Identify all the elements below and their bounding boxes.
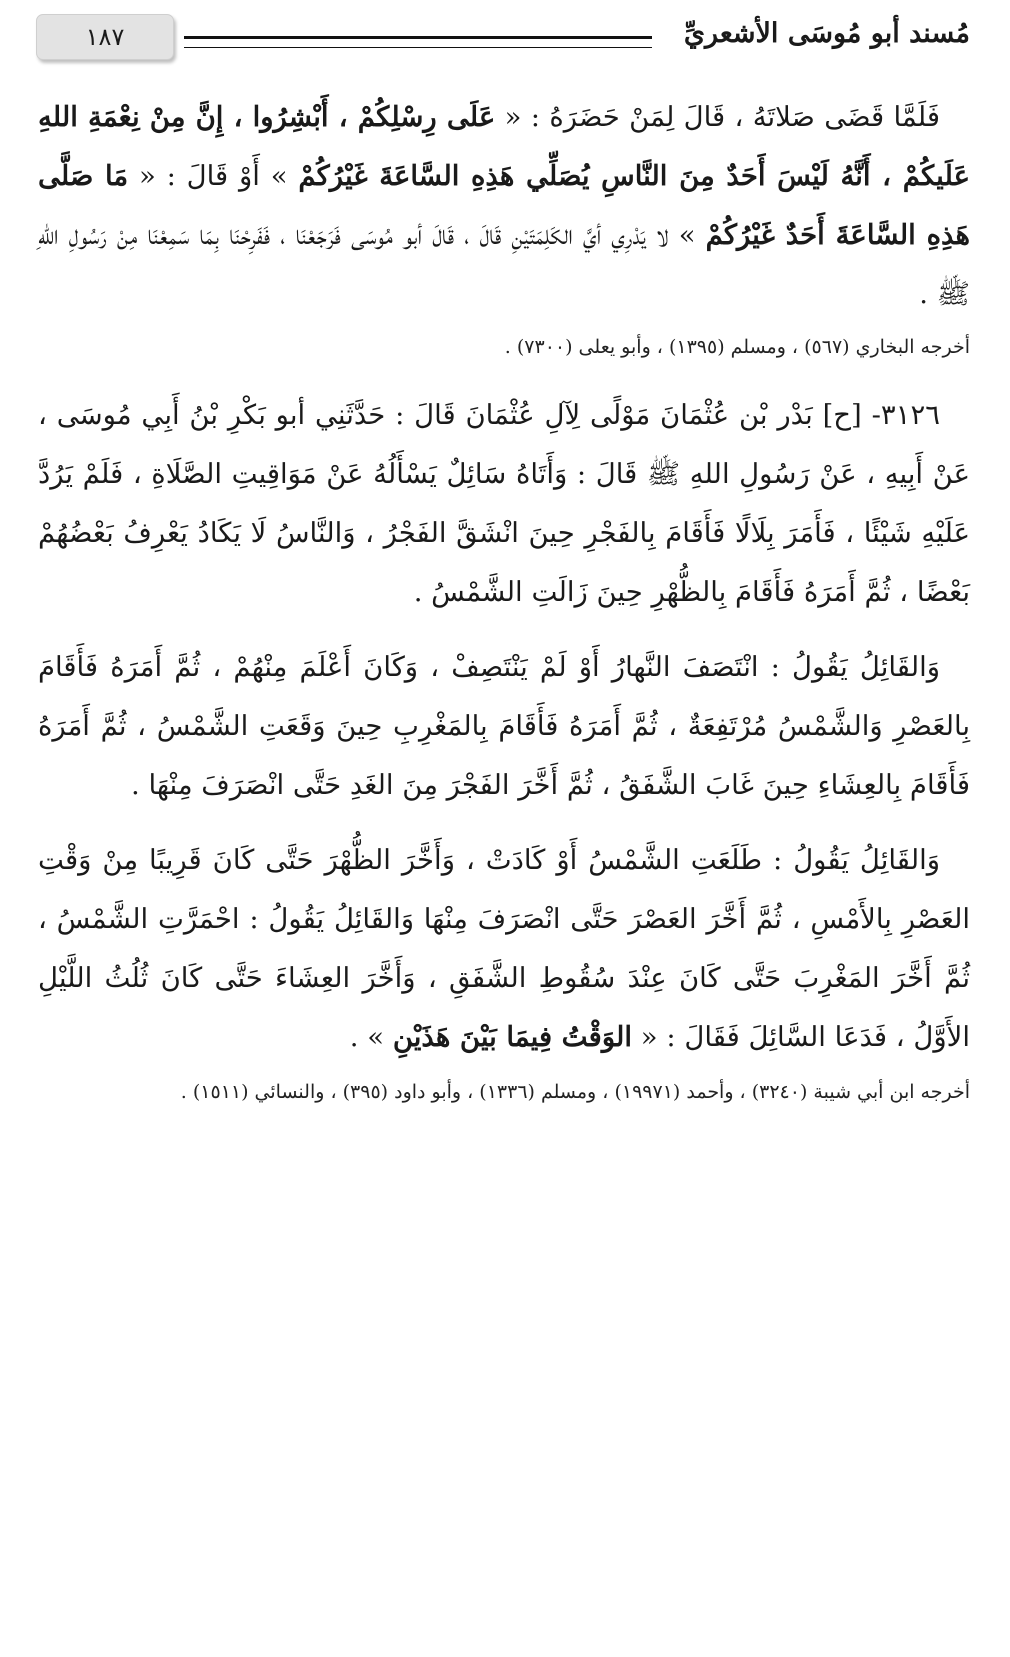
paragraph-1-text-a: فَلَمَّا قَضَى صَلاتَهُ ، قَالَ لِمَنْ حَضَرَهُ : « [495, 101, 940, 133]
paragraph-1 [38, 88, 970, 324]
footnote-1: أخرجه البخاري (٥٦٧) ، ومسلم (١٣٩٥) ، وأبو يعلى (٧٣٠٠) . [504, 336, 970, 358]
page-content [38, 88, 970, 1111]
paragraph-4-text-a: وَالقَائِلُ يَقُولُ : طَلَعَتِ الشَّمْسُ أَوْ كَادَتْ ، وَأَخَّرَ الظُّهْرَ حَتَّى كَانَ قَرِيبًا مِنْ وَقْتِ العَصْرِ بِالأَمْسِ ، ثُمَّ أَخَّرَ العَصْرَ حَتَّى انْصَرَفَ مِنْهَا وَالقَائِلُ يَقُولُ : احْمَرَّتِ الشَّمْسُ ، ثُمَّ أَخَّرَ المَغْرِبَ حَتَّى كَانَ عِنْدَ سُقُوطِ الشَّفَقِ ، وَأَخَّرَ العِشَاءَ حَتَّى كَانَ ثُلُثُ اللَّيْلِ الأَوَّلُ ، فَدَعَا السَّائِلَ فَقَالَ : « [38, 844, 970, 1053]
paragraph-1-text-c: » لا يَدْرِي أيَّ الكَلِمَتَيْنِ قَالَ ، قَالَ أبو مُوسَى فَرَجَعْنَا ، فَفَرِحْنَا بِمَا سَمِعْنَا مِنْ رَسُولِ اللهِ ﷺ . [38, 219, 970, 310]
paragraph-4 [38, 831, 970, 1067]
paragraph-1-text-b: » أَوْ قَالَ : « [128, 160, 299, 192]
page-header [36, 14, 970, 60]
paragraph-4-hadith-quote: الوَقْتُ فِيمَا بَيْنَ هَذَيْنِ [392, 1021, 633, 1053]
running-title: مُسند أبو مُوسَى الأشعريِّ [683, 18, 970, 49]
paragraph-1-hadith-quote-a: عَلَى رِسْلِكُمْ ، أَبْشِرُوا ، إِنَّ مِنْ نِعْمَةِ اللهِ عَلَيكُمْ ، أَنَّهُ لَيْسَ أَحَدٌ مِنَ النَّاسِ يُصَلِّي هَذِهِ السَّاعَةَ غَيْرُكُمْ [38, 101, 970, 192]
page-number: ١٨٧ [36, 14, 174, 60]
paragraph-3: وَالقَائِلُ يَقُولُ : انْتَصَفَ النَّهارُ أَوْ لَمْ يَنْتَصِفْ ، وَكَانَ أَعْلَمَ مِنْهُمْ ، ثُمَّ أَمَرَهُ فَأَقَامَ بِالعَصْرِ وَالشَّمْسُ مُرْتَفِعَةٌ ، ثُمَّ أَمَرَهُ فَأَقَامَ بِالمَغْرِبِ حِينَ وَقَعَتِ الشَّمْسُ ، ثُمَّ أَمَرَهُ فَأَقَامَ بِالعِشَاءِ حِينَ غَابَ الشَّفَقُ ، ثُمَّ أَخَّرَ الفَجْرَ مِنَ الغَدِ حَتَّى انْصَرَفَ مِنْهَا . [38, 651, 970, 801]
paragraph-1-hadith-quote-b: مَا صَلَّى هَذِهِ السَّاعَةَ أَحَدٌ غَيْرُكُمْ [38, 160, 970, 251]
header-rule [184, 36, 652, 48]
paragraph-4-text-b: » . [349, 1021, 393, 1053]
paragraph-2: ٣١٢٦- [ح] بَدْر بْن عُثْمَانَ مَوْلًى لِآلِ عُثْمَانَ قَالَ : حَدَّثَنِي أبو بَكْرِ بْنُ أَبِي مُوسَى ، عَنْ أَبِيهِ ، عَنْ رَسُولِ اللهِ ﷺ قَالَ : وَأَتَاهُ سَائِلٌ يَسْأَلُهُ عَنْ مَوَاقِيتِ الصَّلَاةِ ، فَلَمْ يَرُدَّ عَلَيْهِ شَيْئًا ، فَأَمَرَ بِلَالًا فَأَقَامَ بِالفَجْرِ حِينَ انْشَقَّ الفَجْرُ ، وَالنَّاسُ لَا يَكَادُ يَعْرِفُ بَعْضُهُمْ بَعْضًا ، ثُمَّ أَمَرَهُ فَأَقَامَ بِالظُّهْرِ حِينَ زَالَتِ الشَّمْسُ . [38, 399, 970, 608]
footnote-2: أخرجه ابن أبي شيبة (٣٢٤٠) ، وأحمد (١٩٩٧١) ، ومسلم (١٣٣٦) ، وأبو داود (٣٩٥) ، والنسائي (١٥١١) . [180, 1081, 970, 1103]
